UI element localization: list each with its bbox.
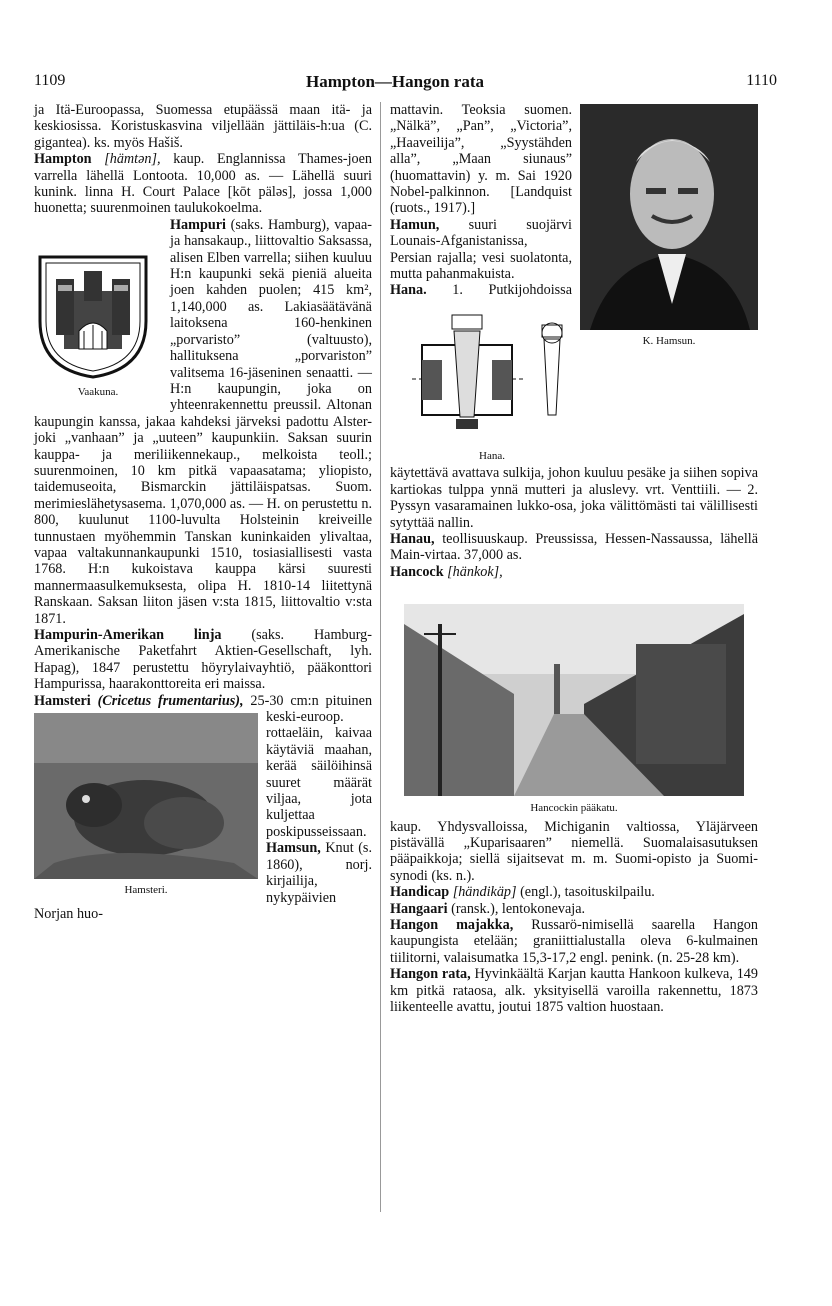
tap-diagram	[412, 305, 572, 445]
headword: Hancock	[390, 563, 444, 580]
entry-text: 25-30 cm:n pituinen keski-euroop. rottaeläin, kaivaa käytäviä maahan, kerää säilöihinsä suuret määrät viljaa, jota kuljettaa poskipusseissaan.	[250, 692, 373, 840]
entry-hampton	[34, 151, 372, 217]
entry-text: 1. Putkijohdoissa käytettävä avattava sulkija, johon kuuluu pesäke ja siihen sopiva kartiokas tulppa ynnä mutteri ja aluslevy. vrt. Venttiili. — 2. Pyssyn vasaramainen lukko-osa, joka välittömästi tai välillisesti sytyttää nallin.	[390, 282, 758, 531]
page-number-right: 1110	[746, 72, 777, 89]
pronunciation: [händikäp]	[452, 884, 517, 901]
coat-of-arms-figure	[34, 251, 162, 399]
entry-text: Knut (s. 1860), norj. kirjailija, nykypäivien Norjan huo-	[34, 840, 372, 922]
headword: Hampurin-Amerikan linja	[34, 627, 222, 643]
entry-text: (saks. Hamburg), vapaa- ja hansakaup., liittovaltio Saksassa, alisen Elben varrella; siihen kuuluu H:n kaupunki sekä pieniä alueita joen kahden puolen; 415 km², 1,140,000 as. Lakiasäätävänä laitoksena 160-henkinen „porvaristo” (valtuusto), hallituksena „porvariston” valitsema 16-jäseninen senaatti. — H:n kaupungin, joka on yhteenrakennettu preussil. Altonan kaupungin kanssa, jakaa kahdeksi järveksi padottu Alster-joki „vanhaan” ja „uuteen” kaupunkiin. Saksan suurin kauppa- ja meriliikennekaup., melkoista teoll.; suurenmoinen, 10 km pitkä vapaasatama; yliopisto, taidemuseoita, Bismarckin jättiläispatsas. Suom. merimieslähetysasema. 1,070,000 as. — H. on perustettu n. 800, kuulunut 1100-luvulta Holsteinin kreiveille tunnustaen myöhemmin Tanskan kuninkaiden ylivaltaa, vapaa valtakunnankaupunki 1510, tosiasiallisesti vasta 1768. H:n kukoistava kauppa kärsi suuresti mannermaasulkemuksesta, olipa H. 1810-14 liitettynä Ranskaan. Saksan liiton jäsen v:sta 1815, liittovaltio v:sta 1871.	[34, 216, 372, 627]
headword: Hampton	[34, 151, 92, 168]
street-figure	[404, 604, 744, 814]
page-number-left: 1109	[34, 72, 66, 89]
headword: Hampuri	[170, 216, 226, 233]
headword: Hamun,	[390, 216, 440, 233]
entry-hampuri	[34, 217, 372, 627]
pronunciation: [hämtən],	[104, 151, 161, 168]
pronunciation: [hänkok],	[447, 563, 503, 580]
headword: Hangon rata,	[390, 966, 471, 983]
hamster-caption: Hamsteri.	[124, 884, 168, 897]
entry-text: (ransk.), lentokonevaja.	[451, 900, 586, 917]
page-title: Hampton—Hangon rata	[305, 72, 485, 91]
hamster-figure	[34, 713, 258, 897]
entry-handicap	[390, 884, 758, 900]
headword: Handicap	[390, 884, 450, 901]
entry-text: mattavin. Teoksia suomen. „Nälkä”, „Pan”, „Victoria”, „Haaveilija”, „Syystähden alla”, „Maan siunaus” (huomattavin) y. m. Sai 1920 Nobel-palkinnon. [Landquist (ruots., 1917).]	[390, 102, 572, 217]
street-caption: Hancockin pääkatu.	[530, 801, 618, 814]
right-column	[390, 102, 758, 1015]
hamster-image	[34, 713, 258, 879]
portrait-image	[580, 104, 758, 330]
coat-of-arms-image	[34, 251, 152, 381]
entry-hangaari	[390, 901, 758, 917]
headword: Hamsun,	[266, 840, 321, 857]
entry-text: teollisuuskaup. Preussissa, Hessen-Nassaussa, lähellä Main-virtaa. 37,000 as.	[390, 530, 759, 564]
entry-hampurin-amerikan-linja	[34, 627, 372, 693]
portrait-caption: K. Hamsun.	[642, 335, 696, 348]
coat-of-arms-caption: Vaakuna.	[77, 386, 119, 399]
headword: Hamsteri	[34, 692, 91, 709]
entry-hangon-majakka	[390, 917, 758, 966]
entry-text: Hyvinkäältä Karjan kautta Hankoon kulkeva, 149 km pitkä rataosa, alk. yksityisellä varoilla rakennettu, 1873 liikenteelle avattu, joutui 1875 valtion huostaan.	[390, 966, 758, 1015]
entry-hancock	[390, 564, 758, 884]
entry-text: Russarö-nimisellä saarella Hangon kaupungista etelään; graniittialustalla oleva 6-kulmainen tiilitorni, valaisumatka 15,3-17,2 engl. penink. (n. 25-28 km).	[390, 916, 758, 966]
entry-hangon-rata	[390, 966, 758, 1015]
entry-hanau	[390, 531, 758, 564]
entry-text: kaup. Yhdysvalloissa, Michiganin valtiossa, Yläjärveen pistävällä „Kuparisaaren” niemellä. Suomalaisasutuksen pääpaikkoja; siellä sijaitsevat m. m. Suomi-opisto ja Suomi-synodi (ks. n.).	[390, 818, 758, 884]
column-divider	[380, 102, 381, 1212]
tap-figure	[412, 305, 572, 463]
street-photo	[404, 604, 744, 796]
entry-text: (saks. Hamburg-Amerikanische Paketfahrt Aktien-Gesellschaft, lyh. Hapag), 1847 perustettu höyrylaivayhtiö, pääkonttori Hampurissa, haarakonttoreita eri maissa.	[34, 627, 372, 693]
headword: Hanau,	[390, 530, 435, 547]
portrait-figure	[580, 104, 758, 348]
left-column	[34, 102, 372, 922]
headword: Hangon majakka,	[390, 916, 514, 933]
entry-text: (engl.), tasoituskilpailu.	[520, 884, 655, 901]
entry-text: kaup. Englannissa Thames-joen varrella lähellä Lontoota. 10,000 as. — Lähellä suuri kunink. linna H. Court Palace [kōt päləs], jossa 1,000 huonetta; suurenmoinen taulukokoelma.	[34, 151, 373, 217]
intro-paragraph: ja Itä-Euroopassa, Suomessa etupäässä maan itä- ja keskiosissa. Koristuskasvina viljellään jättiläis-h:ua (C. gigantea). ks. myös Hašiš.	[34, 102, 372, 151]
headword: Hangaari	[390, 900, 448, 917]
latin-name: (Cricetus frumentarius),	[97, 692, 244, 709]
headword: Hana.	[390, 282, 427, 299]
tap-caption: Hana.	[479, 450, 505, 463]
entry-text: suuri suojärvi Lounais-Afganistanissa, Persian rajalla; vesi suolatonta, mutta pahanmakuista.	[390, 216, 572, 283]
